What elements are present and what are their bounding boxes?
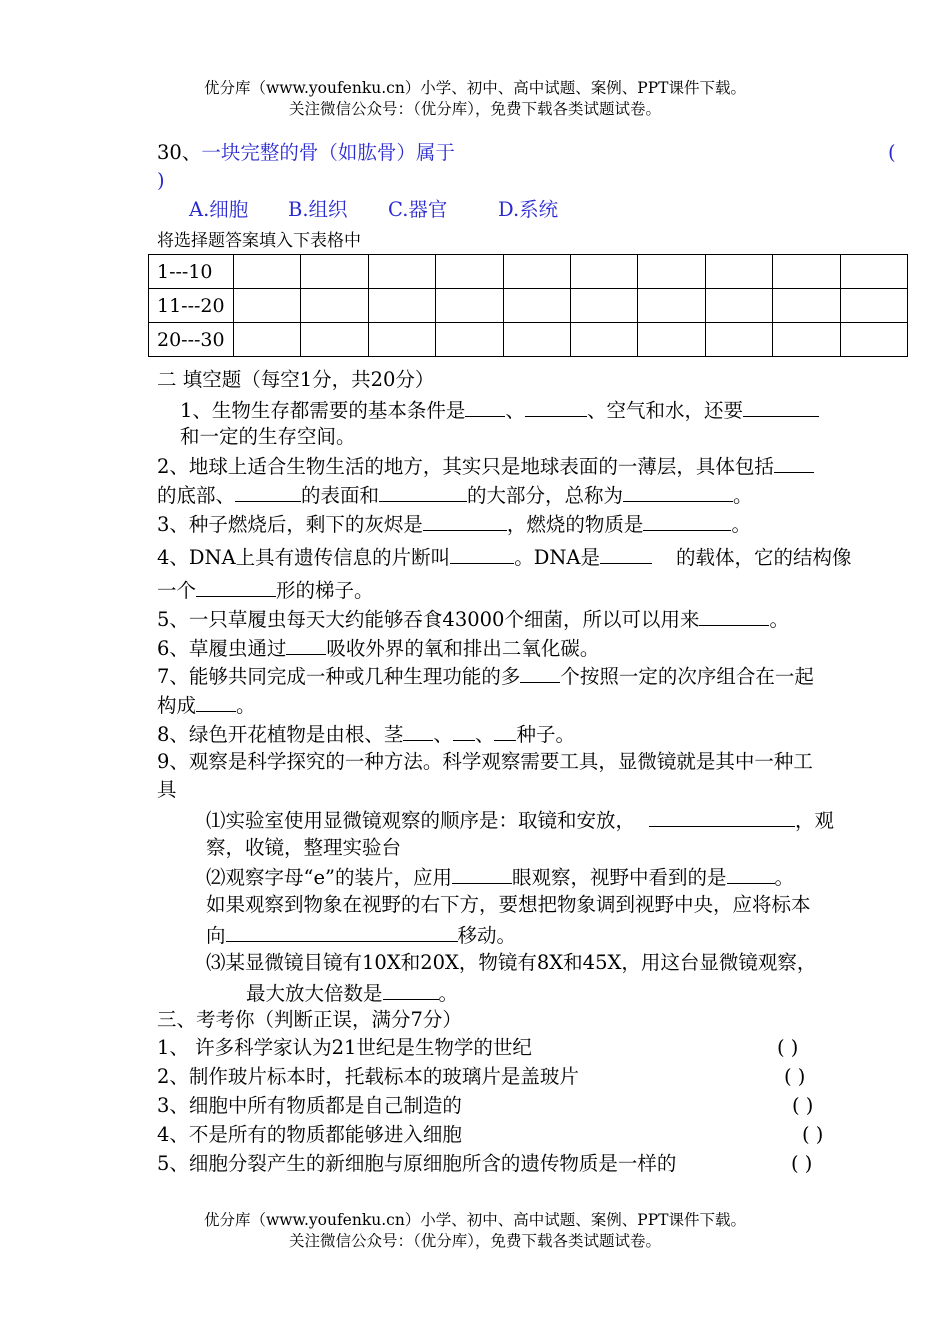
blank[interactable]: [286, 634, 326, 655]
section3-title: 三、考考你（判断正误，满分7分）: [157, 1008, 462, 1031]
answer-cell[interactable]: [301, 255, 368, 289]
blank[interactable]: [196, 576, 276, 597]
answer-cell[interactable]: [840, 255, 907, 289]
q4-text-c: 的载体，它的结构像: [675, 546, 852, 569]
answer-cell[interactable]: [301, 323, 368, 357]
blank[interactable]: [649, 806, 795, 827]
answer-cell[interactable]: [705, 289, 772, 323]
fill-q9-part3-line2: [246, 979, 458, 1007]
q9-p2-text-c: 。: [774, 866, 795, 889]
answer-cell[interactable]: [570, 289, 637, 323]
q8-text-d: 种子。: [516, 723, 575, 746]
answer-cell[interactable]: [570, 255, 637, 289]
blank[interactable]: [379, 481, 467, 502]
blank[interactable]: [452, 863, 512, 884]
q9-p2-text-a: ⑵观察字母“e”的装片，应用: [206, 866, 452, 889]
answer-cell[interactable]: [234, 289, 301, 323]
q30-option-a: A.细胞: [189, 198, 249, 221]
fill-q9-part2-line1: [206, 863, 794, 891]
q9-p2-text-f: 移动。: [457, 924, 517, 947]
answer-cell[interactable]: [638, 255, 705, 289]
blank[interactable]: [525, 396, 587, 417]
q3-text-b: ，燃烧的物质是: [506, 513, 644, 536]
blank[interactable]: [226, 921, 458, 942]
answer-cell[interactable]: [773, 255, 840, 289]
q1-text-b: 、: [505, 399, 525, 422]
table-row: [149, 255, 908, 289]
q1-text-c: 、空气和水，还要: [586, 399, 743, 422]
q30-text: 一块完整的骨（如肱骨）属于: [201, 141, 455, 164]
fill-q6: [157, 634, 599, 662]
fill-q5: [157, 605, 789, 633]
blank[interactable]: [403, 720, 433, 741]
row-label: 1---10: [149, 255, 234, 289]
answer-cell[interactable]: [570, 323, 637, 357]
blank[interactable]: [643, 510, 731, 531]
fill-q7-line1: [157, 662, 814, 690]
section2-title: 二 填空题（每空1分，共20分）: [157, 368, 435, 391]
row-label: 11---20: [149, 289, 234, 323]
fill-q2-line1: [157, 452, 814, 480]
fill-q9-part1-line1: [206, 806, 834, 834]
q7-text-d: 。: [236, 694, 256, 717]
q7-text-a: 7、能够共同完成一种或几种生理功能的多: [157, 665, 521, 688]
q1-text-a: 1、生物生存都需要的基本条件是: [180, 399, 466, 422]
q3-text-c: 。: [731, 513, 751, 536]
fill-q7-line2: [157, 691, 256, 719]
answer-cell[interactable]: [705, 323, 772, 357]
q9-p2-text-b: 眼观察，视野中看到的是: [511, 866, 727, 889]
fill-q3: [157, 510, 751, 538]
q4-text-a: 4、DNA上具有遗传信息的片断叫: [157, 546, 451, 569]
blank[interactable]: [383, 979, 439, 1000]
blank[interactable]: [774, 452, 814, 473]
answer-cell[interactable]: [638, 323, 705, 357]
q7-text-b: 个按照一定的次序组合在一起: [560, 665, 814, 688]
fill-q2-line2: [157, 481, 753, 509]
q4-text-b: 。DNA是: [514, 546, 600, 569]
answer-cell[interactable]: [773, 289, 840, 323]
q4-text-d: 一个: [157, 579, 197, 602]
fill-q9-part2-line3: [206, 921, 516, 949]
fill-q9-part2-line2: 如果观察到物象在视野的右下方，要想把物象调到视野中央，应将标本: [206, 893, 811, 916]
judge-item-2: 2、制作玻片标本时，托载标本的玻璃片是盖玻片: [157, 1065, 579, 1088]
q4-text-e: 形的梯子。: [276, 579, 374, 602]
fill-q4-line2: [157, 576, 374, 604]
q9-p1-text-b: ，观: [795, 809, 835, 832]
q9-p3-text-b: 最大放大倍数是: [246, 982, 383, 1005]
answer-cell[interactable]: [234, 255, 301, 289]
judge-paren[interactable]: ( ): [802, 1123, 824, 1146]
q30-option-b: B.组织: [288, 198, 348, 221]
q5-text-a: 5、一只草履虫每天大约能够吞食43000个细菌，所以可以用来: [157, 608, 700, 631]
answer-cell[interactable]: [436, 323, 503, 357]
blank[interactable]: [600, 543, 652, 564]
table-row: [149, 289, 908, 323]
answer-cell[interactable]: [436, 289, 503, 323]
q3-text-a: 3、种子燃烧后，剩下的灰烬是: [157, 513, 423, 536]
answer-cell[interactable]: [638, 289, 705, 323]
blank[interactable]: [520, 662, 560, 683]
judge-paren[interactable]: ( ): [777, 1036, 799, 1059]
answer-cell[interactable]: [705, 255, 772, 289]
answer-cell[interactable]: [503, 289, 570, 323]
answer-cell[interactable]: [773, 323, 840, 357]
judge-paren[interactable]: ( ): [784, 1065, 806, 1088]
blank[interactable]: [196, 691, 236, 712]
blank[interactable]: [465, 396, 505, 417]
answer-cell[interactable]: [436, 255, 503, 289]
answer-cell[interactable]: [368, 255, 435, 289]
table-instruction: 将选择题答案填入下表格中: [157, 231, 361, 251]
q2-text-c: 的表面和: [301, 484, 380, 507]
judge-item-1: 1、 许多科学家认为21世纪是生物学的世纪: [157, 1036, 532, 1059]
q6-text-a: 6、草履虫通过: [157, 637, 287, 660]
q30-number: 30、: [157, 141, 202, 164]
table-row: [149, 323, 908, 357]
answer-cell[interactable]: [368, 323, 435, 357]
answer-cell[interactable]: [840, 289, 907, 323]
answer-table: [148, 254, 908, 357]
q9-p1-text-a: ⑴实验室使用显微镜观察的顺序是：取镜和安放，: [206, 809, 636, 832]
q6-text-b: 吸收外界的氧和排出二氧化碳。: [326, 637, 600, 660]
q2-text-a: 2、地球上适合生物生活的地方，其实只是地球表面的一薄层，具体包括: [157, 455, 774, 478]
blank[interactable]: [423, 510, 507, 531]
blank[interactable]: [727, 863, 775, 884]
q9-p3-text-c: 。: [438, 982, 459, 1005]
q2-text-d: 的大部分，总称为: [467, 484, 624, 507]
judge-item-3: 3、细胞中所有物质都是自己制造的: [157, 1094, 462, 1117]
page-header-line2: 关注微信公众号：（优分库），免费下载各类试题试卷。: [288, 100, 661, 118]
fill-q4-line1: [157, 543, 851, 571]
q7-text-c: 构成: [157, 694, 197, 717]
q30-paren-close: ): [157, 169, 165, 192]
fill-q1-line2: 和一定的生存空间。: [180, 425, 356, 448]
q30-paren-open: (: [888, 141, 896, 164]
q8-text-b: 、: [433, 723, 453, 746]
page-footer-line1: 优分库（www.youfenku.cn）小学、初中、高中试题、案例、PPT课件下载。: [203, 1211, 747, 1229]
answer-cell[interactable]: [234, 323, 301, 357]
judge-item-4: 4、不是所有的物质都能够进入细胞: [157, 1123, 462, 1146]
q2-text-b: 的底部、: [157, 484, 236, 507]
blank[interactable]: [743, 396, 819, 417]
q8-text-a: 8、绿色开花植物是由根、茎: [157, 723, 404, 746]
fill-q9-part1-line2: 察，收镜，整理实验台: [206, 836, 402, 859]
blank[interactable]: [235, 481, 301, 502]
answer-cell[interactable]: [503, 323, 570, 357]
q2-text-e: 。: [733, 484, 753, 507]
blank[interactable]: [494, 720, 516, 741]
q30-option-c: C.器官: [388, 198, 448, 221]
blank[interactable]: [623, 481, 733, 502]
q30-stem: [157, 140, 455, 166]
blank[interactable]: [699, 605, 769, 626]
fill-q1-line1: [180, 396, 819, 424]
blank[interactable]: [453, 720, 475, 741]
judge-paren[interactable]: ( ): [791, 1152, 813, 1175]
q5-text-b: 。: [769, 608, 789, 631]
row-label: 20---30: [149, 323, 234, 357]
judge-paren[interactable]: ( ): [792, 1094, 814, 1117]
fill-q9-stem-line1: 9、观察是科学探究的一种方法。科学观察需要工具，显微镜就是其中一种工: [157, 750, 813, 773]
answer-cell[interactable]: [368, 289, 435, 323]
q9-p2-text-e: 向: [206, 924, 226, 947]
page-header-line1: 优分库（www.youfenku.cn）小学、初中、高中试题、案例、PPT课件下载。: [203, 79, 747, 97]
q30-option-d: D.系统: [498, 198, 559, 221]
page-footer-line2: 关注微信公众号：（优分库），免费下载各类试题试卷。: [288, 1232, 661, 1250]
q8-text-c: 、: [474, 723, 495, 746]
answer-cell[interactable]: [840, 323, 907, 357]
fill-q9-part3-line1: ⑶某显微镜目镜有10X和20X，物镜有8X和45X，用这台显微镜观察，: [206, 951, 817, 974]
answer-cell[interactable]: [301, 289, 368, 323]
fill-q8: [157, 720, 575, 748]
answer-cell[interactable]: [503, 255, 570, 289]
judge-item-5: 5、细胞分裂产生的新细胞与原细胞所含的遗传物质是一样的: [157, 1152, 677, 1175]
blank[interactable]: [450, 543, 514, 564]
fill-q9-stem-line2: 具: [157, 778, 177, 801]
